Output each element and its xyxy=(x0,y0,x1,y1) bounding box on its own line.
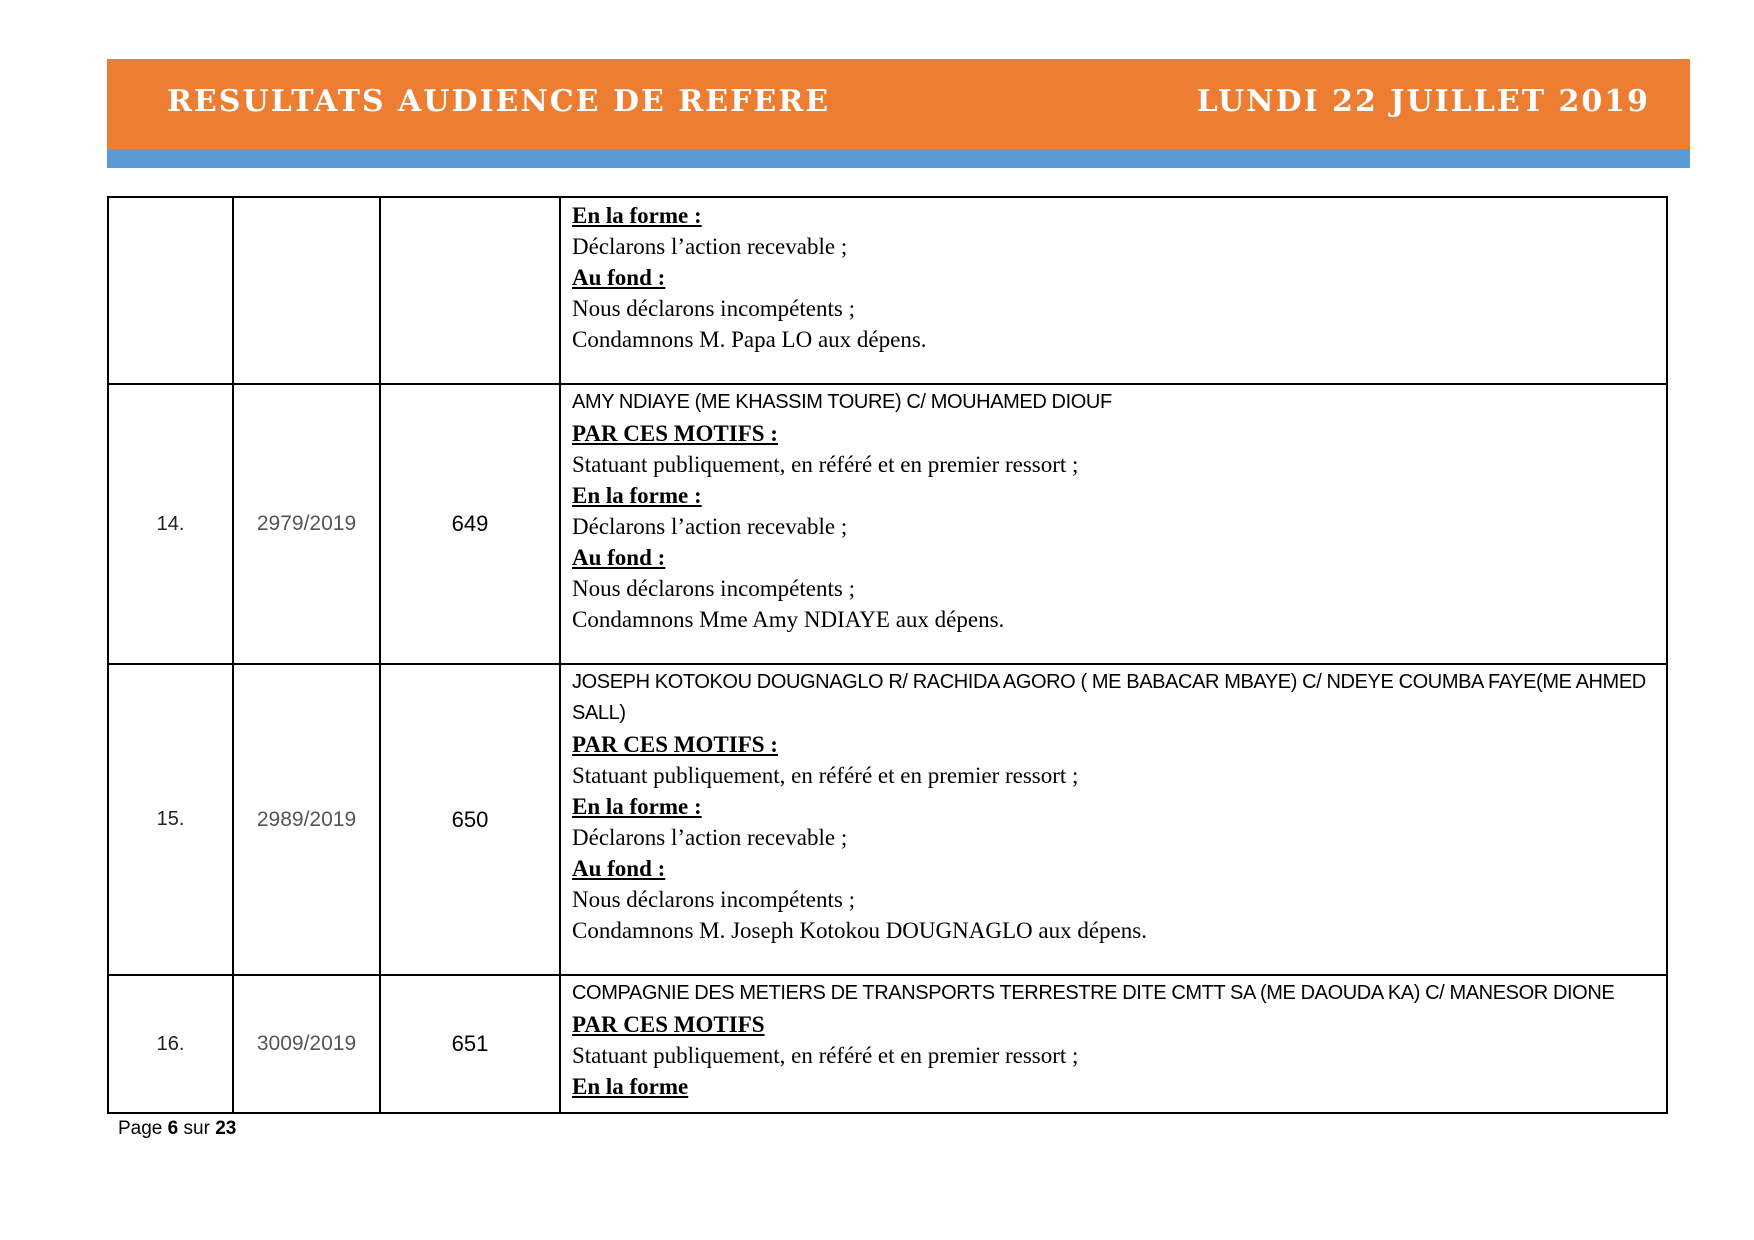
decision-cell xyxy=(560,197,1667,384)
case-parties: AMY NDIAYE (ME KHASSIM TOURE) C/ MOUHAMED DIOUF xyxy=(572,391,1112,413)
decision-line: Condamnons M. Joseph Kotokou DOUGNAGLO aux dépens. xyxy=(572,918,1147,943)
case-number: 14. xyxy=(108,384,233,664)
decision-line: Nous déclarons incompétents ; xyxy=(572,296,855,321)
page-footer xyxy=(118,1118,236,1140)
page-sep: sur xyxy=(183,1118,210,1139)
decision-line: Statuant publiquement, en référé et en premier ressort ; xyxy=(572,452,1079,477)
decision-heading: Au fond : xyxy=(572,545,666,570)
table-row xyxy=(108,664,1667,975)
case-rg-number xyxy=(233,197,380,384)
table-row xyxy=(108,384,1667,664)
decision-heading: PAR CES MOTIFS : xyxy=(572,421,778,446)
case-rg-number: 3009/2019 xyxy=(233,975,380,1113)
decision-line: Statuant publiquement, en référé et en premier ressort ; xyxy=(572,1043,1079,1068)
decision-line: Déclarons l’action recevable ; xyxy=(572,514,848,539)
decision-line: Condamnons Mme Amy NDIAYE aux dépens. xyxy=(572,607,1005,632)
decision-line: Nous déclarons incompétents ; xyxy=(572,576,855,601)
hearing-date: LUNDI 22 JUILLET 2019 xyxy=(1196,84,1650,119)
ordonnance-number: 651 xyxy=(380,975,560,1113)
table-row xyxy=(108,197,1667,384)
decision-heading: En la forme : xyxy=(572,203,702,228)
results-table xyxy=(107,196,1668,1114)
decision-heading: En la forme : xyxy=(572,794,702,819)
decision-heading: Au fond : xyxy=(572,265,666,290)
page-label: Page xyxy=(118,1118,163,1139)
decision-line: Condamnons M. Papa LO aux dépens. xyxy=(572,327,927,352)
decision-cell xyxy=(560,664,1667,975)
case-rg-number: 2989/2019 xyxy=(233,664,380,975)
decision-cell xyxy=(560,975,1667,1113)
decision-line: Nous déclarons incompétents ; xyxy=(572,887,855,912)
decision-heading: En la forme : xyxy=(572,483,702,508)
decision-cell xyxy=(560,384,1667,664)
decision-heading: En la forme xyxy=(572,1074,689,1099)
decision-heading: PAR CES MOTIFS xyxy=(572,1012,765,1037)
header-stripe xyxy=(107,149,1690,168)
decision-heading: Au fond : xyxy=(572,856,666,881)
case-number: 16. xyxy=(108,975,233,1113)
decision-line: Statuant publiquement, en référé et en premier ressort ; xyxy=(572,763,1079,788)
case-rg-number: 2979/2019 xyxy=(233,384,380,664)
decision-heading: PAR CES MOTIFS : xyxy=(572,732,778,757)
page-total: 23 xyxy=(215,1118,237,1139)
decision-line: Déclarons l’action recevable ; xyxy=(572,825,848,850)
case-number xyxy=(108,197,233,384)
page-current: 6 xyxy=(167,1118,179,1139)
ordonnance-number: 650 xyxy=(380,664,560,975)
results-table-body xyxy=(108,197,1667,1113)
case-number: 15. xyxy=(108,664,233,975)
case-parties: JOSEPH KOTOKOU DOUGNAGLO R/ RACHIDA AGORO ( ME BABACAR MBAYE) C/ NDEYE COUMBA FAYE(ME AHMED SALL) xyxy=(572,671,1646,724)
ordonnance-number: 649 xyxy=(380,384,560,664)
document-title: RESULTATS AUDIENCE DE REFERE xyxy=(167,84,831,119)
case-parties: COMPAGNIE DES METIERS DE TRANSPORTS TERRESTRE DITE CMTT SA (ME DAOUDA KA) C/ MANESOR DIONE xyxy=(572,982,1615,1004)
decision-line: Déclarons l’action recevable ; xyxy=(572,234,848,259)
table-row xyxy=(108,975,1667,1113)
ordonnance-number xyxy=(380,197,560,384)
